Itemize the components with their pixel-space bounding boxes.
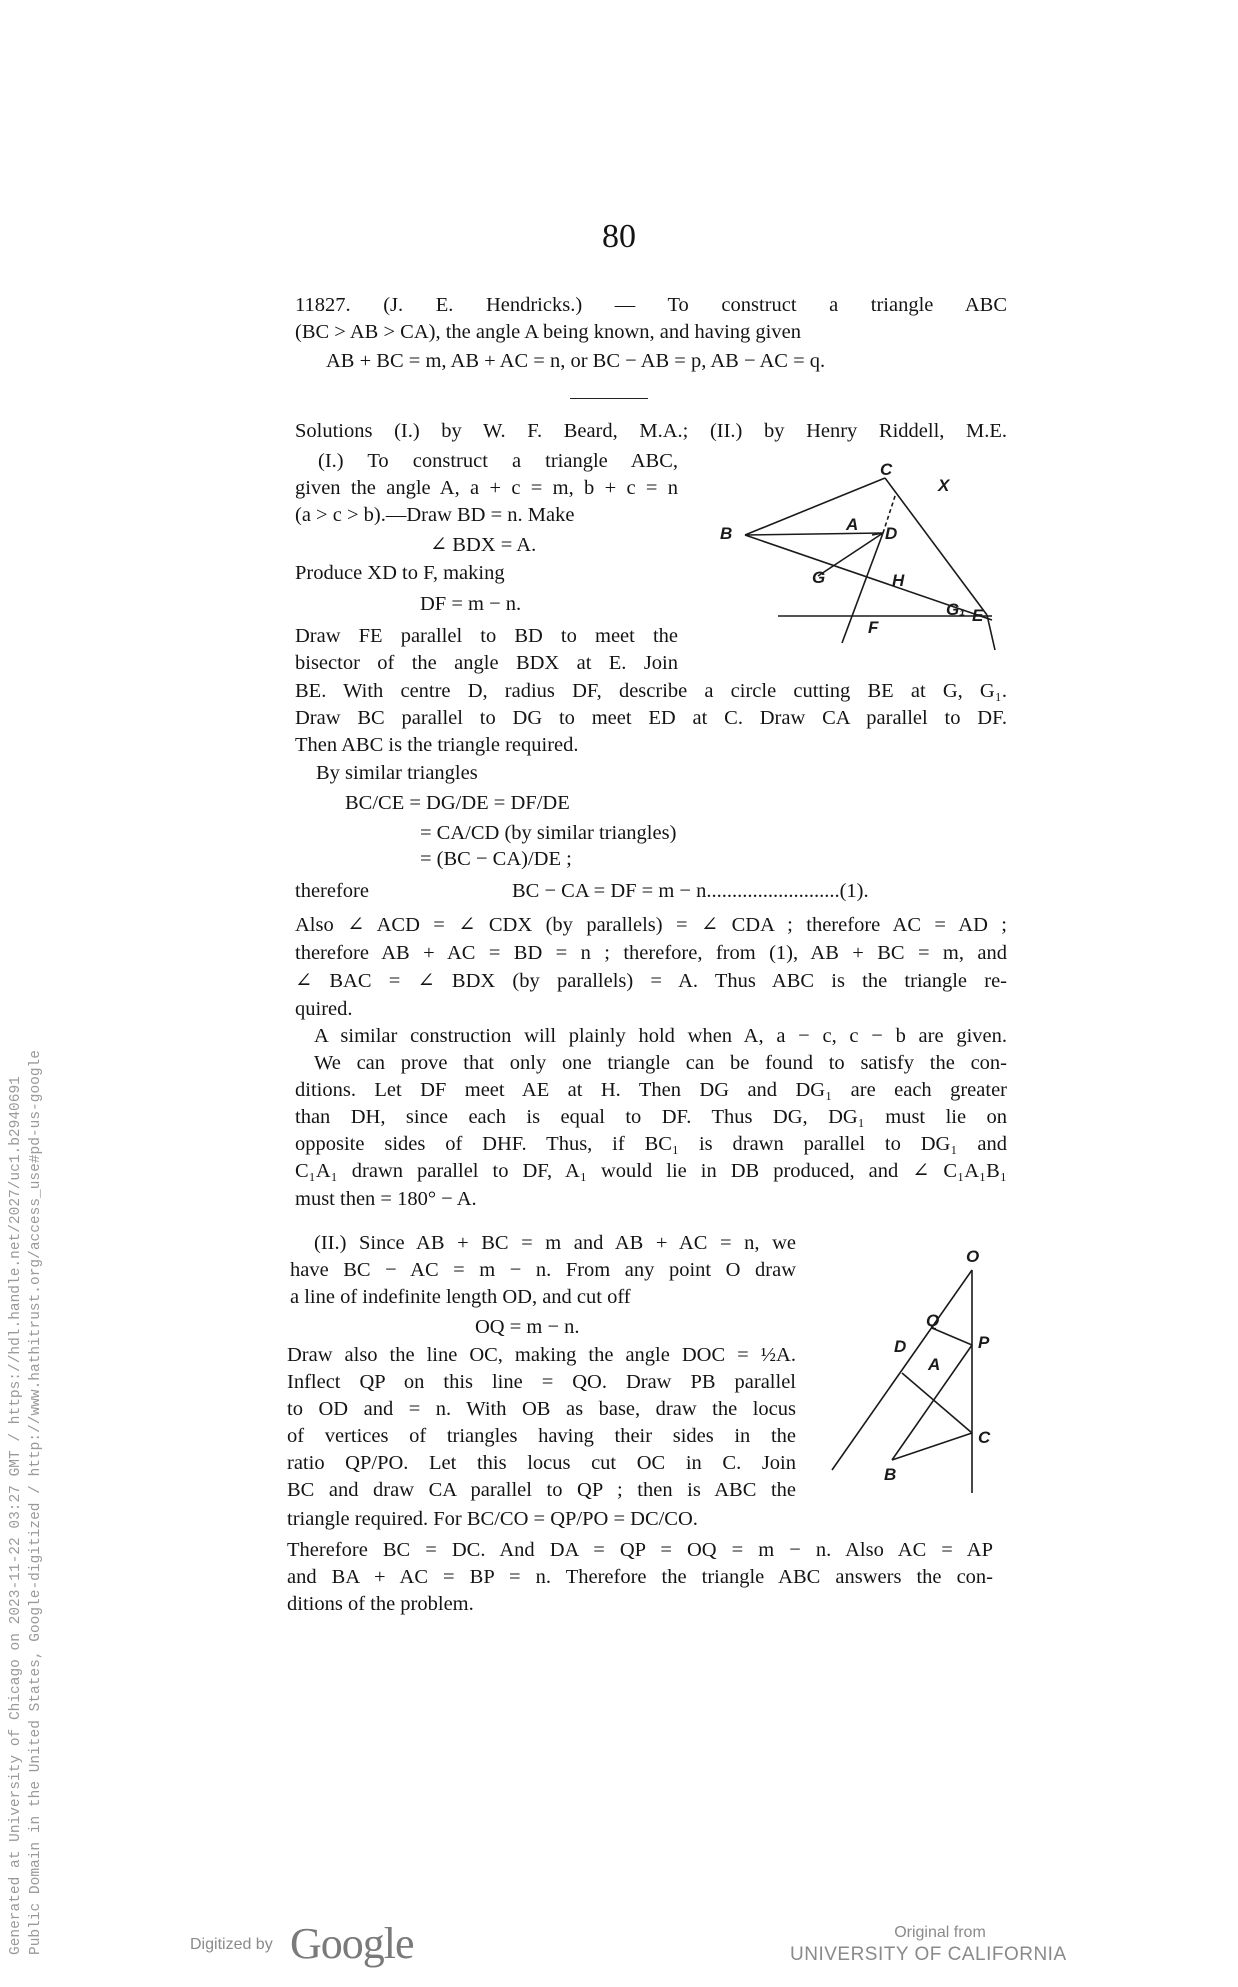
part1-line: than DH, since each is equal to DF. Thus DG, DG₁ must lie on: [295, 1106, 1007, 1128]
figure-1-labels: [700, 455, 1020, 665]
label-b: B: [720, 524, 733, 543]
part1-line: ∠ BDX = A.: [430, 534, 537, 556]
part1-line: BC/CE = DG/DE = DF/DE: [345, 792, 570, 814]
label-g1: G₁: [946, 600, 966, 619]
label-c: C: [978, 1428, 991, 1447]
part2-line: (II.) Since AB + BC = m and AB + AC = n, we: [314, 1232, 796, 1254]
part2-line: ratio QP/PO. Let this locus cut OC in C. Join: [287, 1452, 796, 1474]
label-p: P: [978, 1333, 990, 1352]
part2-line: BC and draw CA parallel to QP ; then is ABC the: [287, 1479, 796, 1501]
part2-line: Inflect QP on this line = QO. Draw PB parallel: [287, 1371, 796, 1393]
problem-line-2: (BC > AB > CA), the angle A being known, and having given: [295, 321, 801, 343]
part2-line: triangle required. For BC/CO = QP/PO = DC/CO.: [287, 1508, 698, 1530]
part1-line: Draw BC parallel to DG to meet ED at C. Draw CA parallel to DF.: [295, 707, 1007, 729]
original-from-text: Original from: [894, 1924, 986, 1941]
part1-line: BC − CA = DF = m − n..........................(1).: [512, 880, 869, 902]
problem-line-3: AB + BC = m, AB + AC = n, or BC − AB = p, AB − AC = q.: [326, 350, 826, 372]
part1-line: Then ABC is the triangle required.: [295, 734, 579, 756]
label-o: O: [966, 1247, 980, 1266]
problem-line-1: 11827. (J. E. Hendricks.) — To construct a triangle ABC: [295, 294, 1007, 316]
part1-line: ditions. Let DF meet AE at H. Then DG and DG₁ are each greater: [295, 1079, 1007, 1101]
part1-line: Draw FE parallel to BD to meet the: [295, 625, 678, 647]
part1-line: bisector of the angle BDX at E. Join: [295, 652, 678, 674]
part1-line: opposite sides of DHF. Thus, if BC₁ is drawn parallel to DG₁ and: [295, 1133, 1007, 1155]
digitized-by-text: Digitized by: [190, 1936, 273, 1953]
part1-line: (a > c > b).—Draw BD = n. Make: [295, 504, 575, 526]
line-qp: [932, 1328, 972, 1345]
part1-line: BE. With centre D, radius DF, describe a circle cutting BE at G, G₁.: [295, 680, 1007, 702]
part2-line: a line of indefinite length OD, and cut off: [290, 1286, 631, 1308]
university-text: UNIVERSITY OF CALIFORNIA: [790, 1944, 1067, 1965]
hathitrust-watermark: [6, 1050, 46, 1955]
part2-line: OQ = m − n.: [475, 1316, 580, 1338]
label-h: H: [892, 571, 905, 590]
part1-line: We can prove that only one triangle can be found to satisfy the con-: [314, 1052, 1007, 1074]
part1-line: (I.) To construct a triangle ABC,: [318, 450, 678, 472]
part1-line: = (BC − CA)/DE ;: [420, 848, 572, 870]
label-c: C: [880, 460, 893, 479]
part2-line: Therefore BC = DC. And DA = QP = OQ = m − n. Also AC = AP: [287, 1539, 993, 1561]
watermark-line-1: Generated at University of Chicago on 2023-11-22 03:27 GMT / https://hdl.handle.net/2027/uc1.b2940691: [8, 1076, 24, 1955]
part2-line: ditions of the problem.: [287, 1593, 474, 1615]
part1-line: DF = m − n.: [420, 593, 522, 615]
part2-line: Draw also the line OC, making the angle DOC = ½A.: [287, 1344, 796, 1366]
part2-line: and BA + AC = BP = n. Therefore the triangle ABC answers the con-: [287, 1566, 993, 1588]
part2-line: have BC − AC = m − n. From any point O draw: [290, 1259, 796, 1281]
part1-line: = CA/CD (by similar triangles): [420, 822, 677, 844]
label-b: B: [884, 1465, 897, 1484]
part1-line: By similar triangles: [316, 762, 478, 784]
label-g: G: [812, 568, 826, 587]
label-q: Q: [926, 1311, 940, 1330]
separator-rule: [570, 398, 648, 399]
line-bc: [892, 1433, 972, 1460]
watermark-line-2: Public Domain in the United States, Google-digitized / http://www.hathitrust.org/access_use#pd-us-google: [28, 1050, 44, 1955]
part1-line: must then = 180° − A.: [295, 1188, 477, 1210]
part1-line: A similar construction will plainly hold when A, a − c, c − b are given.: [314, 1025, 1007, 1047]
part1-line: given the angle A, a + c = m, b + c = n: [295, 477, 678, 499]
line-dc: [902, 1373, 972, 1433]
part1-line: Produce XD to F, making: [295, 562, 505, 584]
solutions-header: Solutions (I.) by W. F. Beard, M.A.; (II.) by Henry Riddell, M.E.: [295, 420, 1007, 442]
part1-line: therefore AB + AC = BD = n ; therefore, from (1), AB + BC = m, and: [295, 942, 1007, 964]
label-e: E: [972, 606, 984, 625]
part1-line: ∠ BAC = ∠ BDX (by parallels) = A. Thus ABC is the triangle re-: [295, 970, 1007, 992]
part1-line: C₁A₁ drawn parallel to DF, A₁ would lie in DB produced, and ∠ C₁A₁B₁: [295, 1160, 1007, 1182]
label-d: D: [894, 1337, 907, 1356]
label-a: A: [928, 1355, 941, 1374]
label-x: X: [938, 476, 950, 495]
label-d: D: [885, 524, 898, 543]
part2-line: to OD and = n. With OB as base, draw the locus: [287, 1398, 796, 1420]
label-f: F: [868, 618, 879, 637]
google-logo: Google: [290, 1919, 414, 1968]
part1-line: quired.: [295, 998, 353, 1020]
part1-line: Also ∠ ACD = ∠ CDX (by parallels) = ∠ CDA ; therefore AC = AD ;: [295, 914, 1007, 936]
part1-line: therefore: [295, 880, 369, 902]
figure-2-construction: [820, 1240, 1020, 1500]
label-a: A: [846, 515, 859, 534]
page-number: 80: [602, 218, 636, 255]
part2-line: of vertices of triangles having their sides in the: [287, 1425, 796, 1447]
